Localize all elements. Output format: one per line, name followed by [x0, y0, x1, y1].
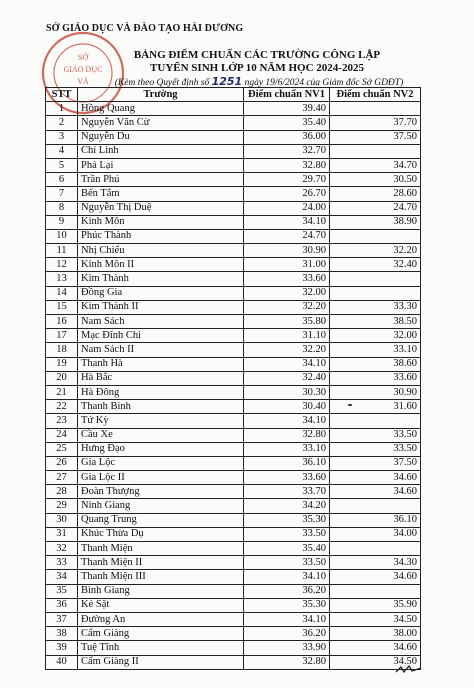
cell-nv2: 32.40 — [330, 258, 421, 272]
cell-school: Mạc Đĩnh Chi — [78, 329, 244, 343]
decision-note-suffix: ngày 19/6/2024 của Giám đốc Sở GDĐT) — [244, 78, 404, 88]
cell-stt: 9 — [46, 215, 78, 229]
table-row — [46, 102, 421, 116]
cell-nv2 — [330, 499, 421, 513]
cell-nv1: 29.70 — [244, 173, 330, 187]
cell-stt: 8 — [46, 201, 78, 215]
cell-nv2: 34.70 — [330, 158, 421, 172]
cell-school: Nguyễn Thị Duệ — [78, 201, 244, 215]
cell-school: Ninh Giang — [78, 499, 244, 513]
table-row — [46, 371, 421, 385]
table-row — [46, 584, 421, 598]
table-row — [46, 116, 421, 130]
cell-nv2: 32.00 — [330, 329, 421, 343]
table-header-row — [46, 88, 421, 102]
header-stt: STT — [46, 88, 78, 102]
cell-stt: 29 — [46, 499, 78, 513]
cell-stt: 3 — [46, 130, 78, 144]
cell-school: Gia Lộc — [78, 456, 244, 470]
cell-stt: 27 — [46, 471, 78, 485]
header-nv1: Điểm chuẩn NV1 — [244, 88, 330, 102]
cell-stt: 18 — [46, 343, 78, 357]
cell-school: Nguyễn Văn Cừ — [78, 116, 244, 130]
cell-nv2: 38.50 — [330, 315, 421, 329]
cell-nv1: 35.40 — [244, 116, 330, 130]
cell-school: Cẩm Giàng II — [78, 655, 244, 669]
cell-school: Nhị Chiểu — [78, 244, 244, 258]
cell-stt: 21 — [46, 385, 78, 399]
cell-nv2: 30.90 — [330, 385, 421, 399]
table-row — [46, 272, 421, 286]
table-row — [46, 173, 421, 187]
cell-stt: 4 — [46, 144, 78, 158]
table-row — [46, 428, 421, 442]
cell-stt: 22 — [46, 400, 78, 414]
cell-nv1: 24.70 — [244, 229, 330, 243]
cell-nv1: 35.40 — [244, 542, 330, 556]
cell-nv2: 34.30 — [330, 556, 421, 570]
cell-stt: 40 — [46, 655, 78, 669]
cell-nv1: 32.20 — [244, 300, 330, 314]
cell-stt: 5 — [46, 158, 78, 172]
cell-school: Kim Thành II — [78, 300, 244, 314]
table-row — [46, 400, 421, 414]
seal-text-bottom: VÀ — [77, 77, 89, 86]
cell-school: Đoàn Thượng — [78, 485, 244, 499]
table-row — [46, 527, 421, 541]
cell-school: Bình Giang — [78, 584, 244, 598]
cell-stt: 23 — [46, 414, 78, 428]
admission-score-table — [45, 87, 421, 670]
document-title-line1: BẢNG ĐIỂM CHUẨN CÁC TRƯỜNG CÔNG LẬP — [133, 49, 381, 61]
document-title-line2: TUYỂN SINH LỚP 10 NĂM HỌC 2024-2025 — [150, 62, 364, 74]
cell-school: Phúc Thành — [78, 229, 244, 243]
cell-nv1: 30.90 — [244, 244, 330, 258]
table-body — [46, 102, 421, 670]
cell-stt: 6 — [46, 173, 78, 187]
cell-nv2: 38.90 — [330, 215, 421, 229]
cell-stt: 36 — [46, 598, 78, 612]
cell-nv2: 34.50 — [330, 612, 421, 626]
cell-nv1: 32.80 — [244, 655, 330, 669]
cell-school: Thanh Miện — [78, 542, 244, 556]
cell-school: Cẩm Giàng — [78, 627, 244, 641]
header-nv2: Điểm chuẩn NV2 — [330, 88, 421, 102]
cell-stt: 25 — [46, 442, 78, 456]
cell-nv2 — [330, 286, 421, 300]
cell-school: Hồng Quang — [78, 102, 244, 116]
cell-nv1: 34.10 — [244, 612, 330, 626]
cell-nv2: 34.60 — [330, 641, 421, 655]
cell-school: Nam Sách — [78, 315, 244, 329]
cell-school: Chí Linh — [78, 144, 244, 158]
cell-stt: 15 — [46, 300, 78, 314]
cell-nv1: 32.70 — [244, 144, 330, 158]
table-row — [46, 556, 421, 570]
cell-stt: 16 — [46, 315, 78, 329]
decision-note-prefix: (Kèm theo Quyết định số — [114, 78, 210, 88]
organization-name: SỞ GIÁO DỤC VÀ ĐÀO TẠO HẢI DƯƠNG — [46, 23, 244, 34]
cell-nv2: 34.60 — [330, 471, 421, 485]
table-row — [46, 627, 421, 641]
cell-school: Nguyễn Du — [78, 130, 244, 144]
cell-school: Tuệ Tĩnh — [78, 641, 244, 655]
table-row — [46, 258, 421, 272]
cell-school: Hà Bắc — [78, 371, 244, 385]
table-row — [46, 485, 421, 499]
table-row — [46, 158, 421, 172]
cell-nv1: 32.00 — [244, 286, 330, 300]
table-row — [46, 286, 421, 300]
cell-nv2: 33.60 — [330, 371, 421, 385]
cell-school: Phả Lại — [78, 158, 244, 172]
cell-nv2: 30.50 — [330, 173, 421, 187]
cell-nv1: 35.30 — [244, 598, 330, 612]
cell-stt: 19 — [46, 357, 78, 371]
cell-stt: 28 — [46, 485, 78, 499]
cell-school: Kinh Môn II — [78, 258, 244, 272]
cell-stt: 31 — [46, 527, 78, 541]
table-row — [46, 542, 421, 556]
cell-stt: 13 — [46, 272, 78, 286]
cell-nv1: 32.40 — [244, 371, 330, 385]
cell-stt: 33 — [46, 556, 78, 570]
cell-nv1: 36.00 — [244, 130, 330, 144]
cell-school: Bến Tắm — [78, 187, 244, 201]
cell-nv1: 33.70 — [244, 485, 330, 499]
table-row — [46, 201, 421, 215]
cell-nv1: 33.60 — [244, 272, 330, 286]
cell-school: Nam Sách II — [78, 343, 244, 357]
cell-stt: 14 — [46, 286, 78, 300]
cell-nv1: 31.10 — [244, 329, 330, 343]
scan-speck — [348, 404, 352, 406]
cell-school: Quang Trung — [78, 513, 244, 527]
cell-nv2: 38.60 — [330, 357, 421, 371]
cell-nv1: 24.00 — [244, 201, 330, 215]
table-row — [46, 456, 421, 470]
cell-school: Thanh Bình — [78, 400, 244, 414]
cell-nv1: 33.50 — [244, 527, 330, 541]
cell-nv2: 32.20 — [330, 244, 421, 258]
cell-nv1: 36.20 — [244, 627, 330, 641]
header-school: Trường — [78, 88, 244, 102]
cell-nv1: 30.40 — [244, 400, 330, 414]
cell-nv2: 33.50 — [330, 442, 421, 456]
table-row — [46, 343, 421, 357]
cell-nv2 — [330, 144, 421, 158]
cell-nv2: 33.50 — [330, 428, 421, 442]
cell-nv1: 33.90 — [244, 641, 330, 655]
cell-stt: 37 — [46, 612, 78, 626]
cell-school: Gia Lộc II — [78, 471, 244, 485]
cell-nv1: 36.10 — [244, 456, 330, 470]
cell-school: Thanh Miện III — [78, 570, 244, 584]
cell-school: Kẻ Sặt — [78, 598, 244, 612]
cell-nv2: 35.90 — [330, 598, 421, 612]
cell-nv2: 34.00 — [330, 527, 421, 541]
cell-nv1: 33.10 — [244, 442, 330, 456]
cell-nv1: 32.80 — [244, 428, 330, 442]
cell-nv1: 32.80 — [244, 158, 330, 172]
table-row — [46, 329, 421, 343]
cell-nv1: 35.30 — [244, 513, 330, 527]
cell-nv1: 35.80 — [244, 315, 330, 329]
cell-nv1: 34.10 — [244, 215, 330, 229]
cell-nv2: 34.60 — [330, 570, 421, 584]
cell-nv2: 31.60 — [330, 400, 421, 414]
cell-school: Cầu Xe — [78, 428, 244, 442]
cell-nv1: 26.70 — [244, 187, 330, 201]
table-row — [46, 215, 421, 229]
table-row — [46, 612, 421, 626]
cell-nv1: 31.00 — [244, 258, 330, 272]
cell-stt: 12 — [46, 258, 78, 272]
cell-nv1: 34.10 — [244, 570, 330, 584]
cell-nv2: 37.70 — [330, 116, 421, 130]
cell-nv2: 33.30 — [330, 300, 421, 314]
table-row — [46, 385, 421, 399]
table-row — [46, 300, 421, 314]
cell-nv2: 33.10 — [330, 343, 421, 357]
cell-nv1: 33.60 — [244, 471, 330, 485]
cell-nv1: 36.20 — [244, 584, 330, 598]
cell-stt: 35 — [46, 584, 78, 598]
cell-nv2 — [330, 414, 421, 428]
table-row — [46, 315, 421, 329]
cell-stt: 34 — [46, 570, 78, 584]
table-row — [46, 144, 421, 158]
cell-stt: 38 — [46, 627, 78, 641]
cell-nv1: 34.10 — [244, 414, 330, 428]
cell-nv2: 24.70 — [330, 201, 421, 215]
table-row — [46, 229, 421, 243]
cell-stt: 20 — [46, 371, 78, 385]
cell-school: Đường An — [78, 612, 244, 626]
cell-stt: 2 — [46, 116, 78, 130]
cell-nv2 — [330, 542, 421, 556]
cell-nv1: 39.40 — [244, 102, 330, 116]
table-row — [46, 471, 421, 485]
table-row — [46, 513, 421, 527]
table-row — [46, 442, 421, 456]
cell-nv1: 33.50 — [244, 556, 330, 570]
cell-school: Khúc Thừa Dụ — [78, 527, 244, 541]
cell-stt: 10 — [46, 229, 78, 243]
table-row — [46, 655, 421, 669]
cell-school: Trần Phú — [78, 173, 244, 187]
cell-nv2: 37.50 — [330, 456, 421, 470]
cell-stt: 32 — [46, 542, 78, 556]
cell-nv1: 30.30 — [244, 385, 330, 399]
cell-nv2: 36.10 — [330, 513, 421, 527]
table-row — [46, 357, 421, 371]
cell-stt: 26 — [46, 456, 78, 470]
cell-stt: 24 — [46, 428, 78, 442]
cell-stt: 39 — [46, 641, 78, 655]
cell-nv2: 28.60 — [330, 187, 421, 201]
decision-number: 1251 — [211, 75, 243, 88]
cell-stt: 1 — [46, 102, 78, 116]
table-row — [46, 641, 421, 655]
table-row — [46, 244, 421, 258]
cell-stt: 30 — [46, 513, 78, 527]
cell-school: Hưng Đạo — [78, 442, 244, 456]
cell-nv2: 34.50 — [330, 655, 421, 669]
table-row — [46, 414, 421, 428]
cell-nv1: 34.20 — [244, 499, 330, 513]
seal-text-mid: GIÁO DỤC — [63, 65, 103, 74]
cell-nv2 — [330, 584, 421, 598]
cell-nv2 — [330, 272, 421, 286]
table-row — [46, 499, 421, 513]
cell-school: Đồng Gia — [78, 286, 244, 300]
cell-school: Kinh Môn — [78, 215, 244, 229]
cell-nv1: 32.20 — [244, 343, 330, 357]
cell-school: Kim Thành — [78, 272, 244, 286]
table-row — [46, 598, 421, 612]
signature-mark-icon — [395, 664, 423, 674]
cell-nv2 — [330, 102, 421, 116]
cell-nv1: 34.10 — [244, 357, 330, 371]
cell-stt: 7 — [46, 187, 78, 201]
cell-school: Hà Đông — [78, 385, 244, 399]
cell-nv2: 34.60 — [330, 485, 421, 499]
cell-school: Tứ Kỳ — [78, 414, 244, 428]
table-row — [46, 187, 421, 201]
cell-stt: 11 — [46, 244, 78, 258]
table-row — [46, 570, 421, 584]
cell-nv2: 38.00 — [330, 627, 421, 641]
table-row — [46, 130, 421, 144]
cell-school: Thanh Miện II — [78, 556, 244, 570]
cell-school: Thanh Hà — [78, 357, 244, 371]
cell-nv2 — [330, 229, 421, 243]
cell-nv2: 37.50 — [330, 130, 421, 144]
cell-stt: 17 — [46, 329, 78, 343]
seal-text-top: SỞ — [77, 53, 89, 62]
